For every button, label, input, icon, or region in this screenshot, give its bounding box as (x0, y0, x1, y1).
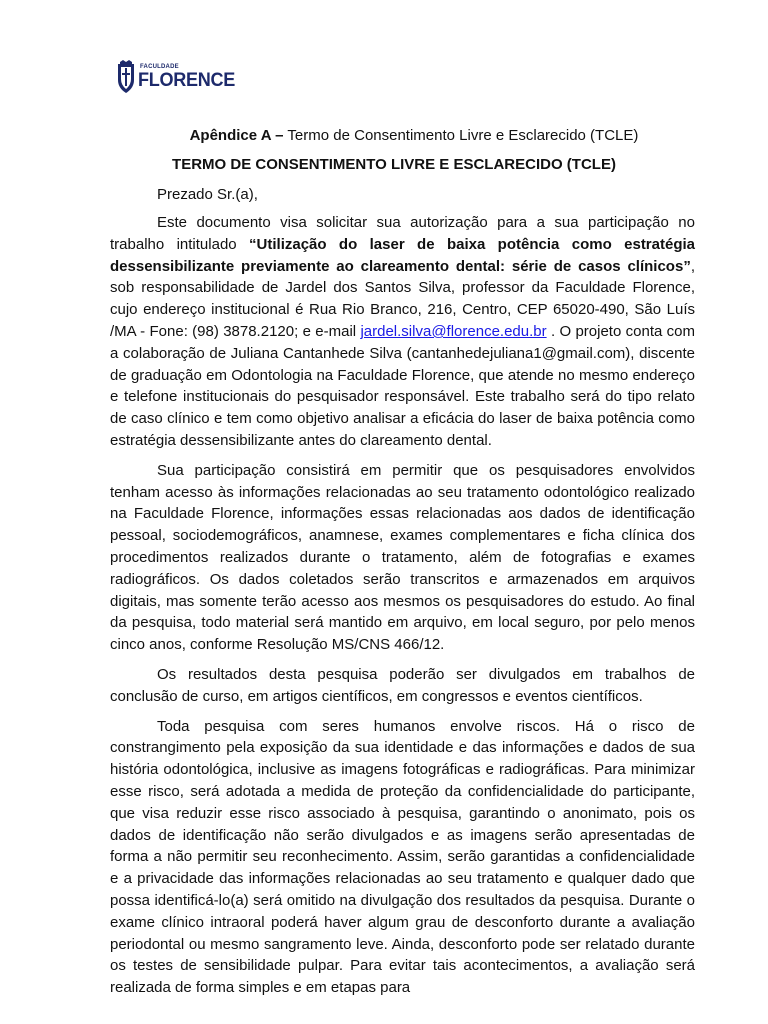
logo-faculdade-text: FACULDADE (140, 64, 179, 70)
study-title: “Utilização do laser de baixa potência como estratégia dessensibilizante previamente ao clareamento dental: série de casos clínicos” (110, 235, 696, 275)
document-title: TERMO DE CONSENTIMENTO LIVRE E ESCLARECIDO (TCLE) (172, 156, 616, 173)
florence-logo (116, 58, 236, 98)
paragraph-participation: Sua participação consistirá em permitir que os pesquisadores envolvidos tenham acesso às informações relacionadas ao seu tratamento odontológico realizado na Faculdade Florence, informações essas relacionadas aos dados de identificação pessoal, sociodemográficos, anamnese, exames complementares e ficha clínica dos procedimentos realizados durante o tratamento, além de fotografias e exames radiográficos. Os dados coletados serão transcritos e armazenados em arquivos digitais, mas somente terão acesso aos mesmos os pesquisadores do estudo. Ao final da pesquisa, todo material será mantido em arquivo, em local seguro, por pelo menos cinco anos, conforme Resolução MS/CNS 466/12. (110, 461, 695, 654)
florence-shield-icon (116, 60, 136, 94)
paragraph-results: Os resultados desta pesquisa poderão ser divulgados em trabalhos de conclusão de curso, em artigos científicos, em congressos e eventos científicos. (110, 665, 695, 705)
p1-text-a: Este documento visa solicitar sua autorização para a sua participação no trabalho intitulado (110, 214, 695, 253)
salutation: Prezado Sr.(a), (157, 186, 258, 203)
researcher-email-link[interactable]: jardel.silva@florence.edu.br (360, 322, 547, 340)
appendix-text: Termo de Consentimento Livre e Esclarecido (TCLE) (283, 127, 639, 144)
p1-text-b: , sob responsabilidade de Jardel dos Santos Silva, professor da Faculdade Florence, cujo endereço institucional é Rua Rio Branco, 216, Centro, CEP 65020-490, São Luís /MA - Fone: (98) 3878.2120; e e-mail (110, 257, 695, 340)
p1-text-c: . O projeto conta com a colaboração de Juliana Cantanhede Silva (cantanhedejuliana1@gmail.com), discente de graduação em Odontologia na Faculdade Florence, que atende no mesmo endereço e telefone institucionais do pesquisador responsável. Este trabalho será do tipo relato de caso clínico e tem como objetivo analisar a eficácia do laser de baixa potência como estratégia dessensibilizante antes do clareamento dental. (110, 322, 695, 449)
document-body (110, 212, 695, 1007)
paragraph-introduction (110, 212, 695, 452)
paragraph-risks: Toda pesquisa com seres humanos envolve riscos. Há o risco de constrangimento pela exposição da sua identidade e das informações e dados de sua história odontológica, inclusive as imagens fotográficas e radiográficas. Para minimizar esse risco, será adotada a medida de proteção da confidencialidade do participante, que visa reduzir esse risco associado à pesquisa, garantindo o anonimato, pois os dados de identificação não serão divulgados e as imagens serão apresentadas de forma a não permitir seu reconhecimento. Assim, serão garantidas a confidencialidade e a privacidade das informações relacionadas ao seu tratamento e qualquer dado que possa identificá-lo(a) será omitido na divulgação dos resultados da pesquisa. Durante o exame clínico intraoral poderá haver algum grau de desconforto durante a avaliação periodontal ou mesmo sangramento leve. Ainda, desconforto pode ser relatado durante os testes de sensibilidade pulpar. Para evitar tais acontecimentos, a avaliação será realizada de forma simples e em etapas para (110, 717, 695, 997)
logo-florence-text: FLORENCE (138, 70, 236, 91)
appendix-label: Apêndice A – (189, 127, 284, 144)
appendix-heading (30, 126, 768, 146)
